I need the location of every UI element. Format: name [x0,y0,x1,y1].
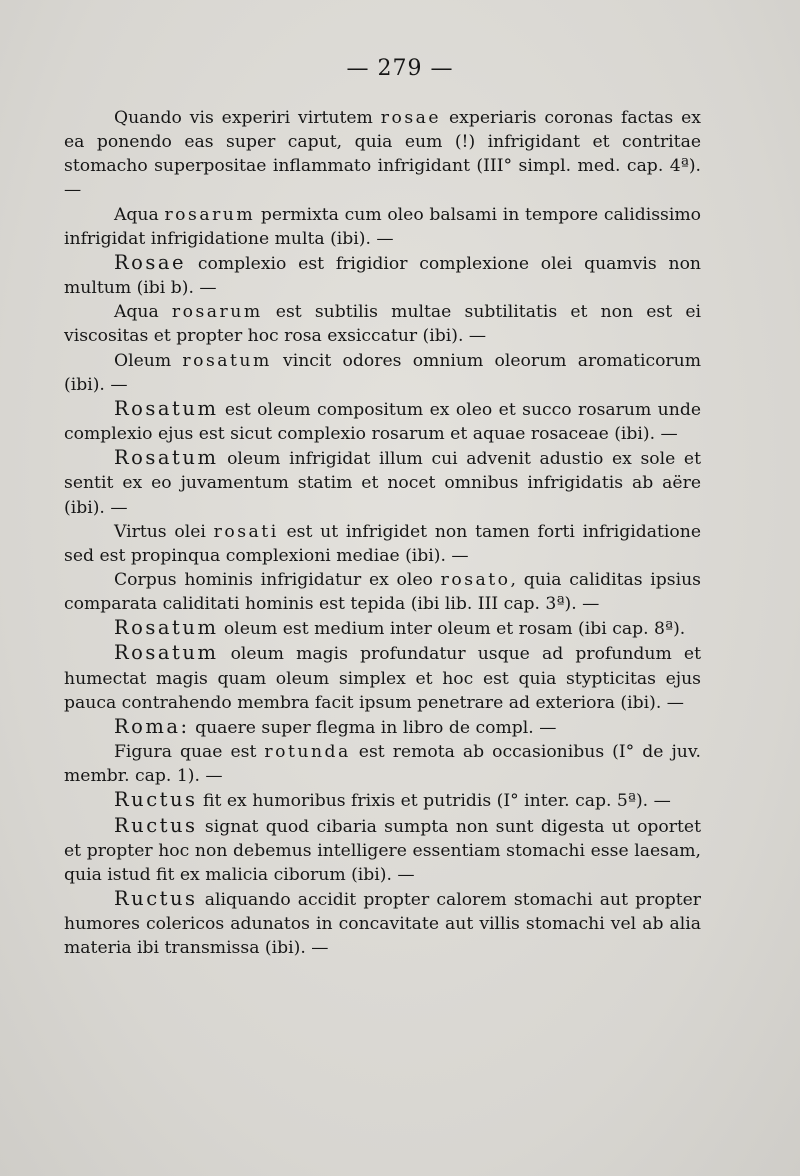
entry-headword: Rosatum [114,396,219,420]
entry-headword: Roma: [114,714,190,738]
entry-headword: Ructus [114,813,198,837]
paragraph-text: est ut infrigidet non tamen forti infrigidatione sed est propinqua complexioni mediae (ibi). — [64,521,702,566]
paragraph-text: signat quod cibaria sumpta non sunt digesta ut oportet et propter hoc non debemus intelligere essentiam stomachi esse laesam, quia istud fit ex malicia ciborum (ibi). — [64,816,701,885]
paragraph-text: oleum magis profundatur usque ad profundum et humectat magis quam oleum simplex et hoc est quia stypticitas ejus pauca contrahendo membra facit ipsum penetrare ad exteriora (ibi). — [64,644,701,713]
paragraph [64,106,701,203]
paragraph [64,740,701,788]
paragraph [64,887,701,960]
spaced-term: rosarum [171,302,263,323]
paragraph [64,251,701,300]
paragraph-text: est oleum compositum ex oleo et succo rosarum unde complexio ejus est sicut complexio rosarum et aquae rosaceae (ibi). — [64,399,701,445]
text-body [64,106,701,960]
paragraph [64,641,701,714]
paragraph-text: fit ex humoribus frixis et putridis (I° inter. cap. 5ª). — [197,791,671,812]
paragraph [64,715,701,740]
paragraph-text: aliquando accidit propter calorem stomachi aut propter humores colericos adunatos in concavitate aut villis stomachi vel ab alia materia ibi transmissa (ibi). — [64,890,701,959]
paragraph-text: Corpus hominis infrigidatur ex oleo [114,569,441,590]
paragraph-text: complexio est frigidior complexione olei quamvis non multum (ibi b). — [64,253,701,299]
paragraph-text: oleum infrigidat illum cui advenit adustio ex sole et sentit ex eo juvamentum statim et nocet omnibus infrigidatis ab aëre (ibi). — [64,449,701,518]
paragraph [64,814,701,887]
paragraph-text: Figura quae est [114,742,265,763]
entry-headword: Rosae [114,250,187,274]
paragraph-text: oleum est medium inter oleum et rosam (ibi cap. 8ª). [218,619,686,640]
paragraph-text: Aqua [114,302,172,323]
paragraph [64,788,701,813]
page-number: — 279 — [346,56,454,81]
paragraph [64,203,701,251]
entry-headword: Ructus [114,788,198,812]
paragraph [64,446,701,519]
paragraph-text: permixta cum oleo balsami in tempore calidissimo infrigidat infrigidatione multa (ibi). — [64,204,701,249]
paragraph [64,568,701,616]
paragraph-text: vincit odores omnium oleorum aromaticorum (ibi). — [64,350,702,395]
paragraph [64,520,701,568]
paragraph [64,616,701,641]
paragraph-text: est remota ab occasionibus (I° de juv. membr. cap. 1). — [64,742,701,787]
entry-headword: Rosatum [114,616,219,640]
paragraph [64,397,701,446]
paragraph-text: quaere super flegma in libro de compl. — [189,717,557,738]
paragraph-text: experiaris coronas factas ex ea ponendo eas super caput, quia eum (!) infrigidant et contritae stomacho superpositae inflammato infrigidant (III° simpl. med. cap. 4ª). — [64,108,701,201]
paragraph [64,300,701,348]
spaced-term: rosae [380,108,442,128]
spaced-term: rosati [213,521,279,542]
spaced-term: rotunda [264,742,351,763]
paragraph-text: Virtus olei [114,521,214,542]
paragraph-text: Oleum [114,350,183,371]
paragraph-text: , quia caliditas ipsius comparata caliditati hominis est tepida (ibi lib. III cap. 3ª). — [64,569,701,615]
entry-headword: Rosatum [114,641,219,665]
entry-headword: Rosatum [114,446,219,470]
paragraph-text: Quando vis experiri virtutem [114,108,381,128]
paragraph-text: est subtilis multae subtilitatis et non est ei viscositas et propter hoc rosa exsiccatur (ibi). — [64,302,701,347]
spaced-term: rosatum [182,350,272,371]
paragraph [64,349,701,397]
entry-headword: Ructus [114,887,198,910]
spaced-term: rosarum [164,204,256,225]
spaced-term: rosato [440,569,511,590]
paragraph-text: Aqua [114,204,165,225]
